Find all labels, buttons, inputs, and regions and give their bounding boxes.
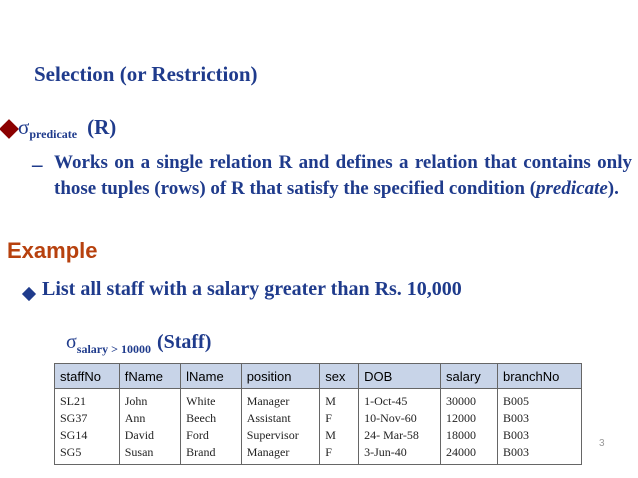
table-cell: 10-Nov-60 <box>359 410 441 427</box>
expression-subscript: salary > 10000 <box>76 342 151 356</box>
table-cell: B003 <box>497 427 581 444</box>
table-cell: 3-Jun-40 <box>359 444 441 465</box>
table-cell: 30000 <box>441 389 498 411</box>
diamond-bullet-icon <box>0 119 19 139</box>
table-row <box>55 410 582 427</box>
table-cell: F <box>320 444 359 465</box>
table-cell: B005 <box>497 389 581 411</box>
table-cell: 24000 <box>441 444 498 465</box>
header-fname: fName <box>119 364 180 389</box>
example-item: List all staff with a salary greater than Rs. 10,000 <box>42 278 462 300</box>
sigma-symbol: σ <box>66 331 77 353</box>
table-cell: M <box>320 427 359 444</box>
description-text: Works on a single relation R and defines a relation that contains only those tuples (rows) of R that satisfy the specified condition ( <box>54 152 632 199</box>
header-dob: DOB <box>359 364 441 389</box>
header-branchno: branchNo <box>497 364 581 389</box>
description-end: ). <box>607 178 619 199</box>
table-cell: Susan <box>119 444 180 465</box>
sigma-symbol: σ <box>18 115 30 139</box>
header-salary: salary <box>441 364 498 389</box>
table-cell: B003 <box>497 410 581 427</box>
table-cell: SL21 <box>55 389 120 411</box>
table-cell: Beech <box>181 410 242 427</box>
table-cell: Manager <box>241 389 320 411</box>
page-number: 3 <box>599 438 605 449</box>
table-cell: Brand <box>181 444 242 465</box>
header-sex: sex <box>320 364 359 389</box>
table-cell: Manager <box>241 444 320 465</box>
table-cell: White <box>181 389 242 411</box>
table-cell: SG37 <box>55 410 120 427</box>
table-cell: John <box>119 389 180 411</box>
staff-table <box>54 363 582 465</box>
table-cell: 1-Oct-45 <box>359 389 441 411</box>
header-position: position <box>241 364 320 389</box>
staff-table-container <box>54 363 582 475</box>
table-cell: Ann <box>119 410 180 427</box>
table-cell: 24- Mar-58 <box>359 427 441 444</box>
header-staffno: staffNo <box>55 364 120 389</box>
slide-title: Selection (or Restriction) <box>34 62 258 86</box>
table-cell: 12000 <box>441 410 498 427</box>
description-dash: – <box>32 152 43 176</box>
table-row <box>55 444 582 465</box>
expression-argument: (Staff) <box>156 331 212 353</box>
sigma-subscript: predicate <box>29 127 78 141</box>
header-lname: lName <box>181 364 242 389</box>
sigma-argument: (R) <box>87 115 117 139</box>
table-cell: B003 <box>497 444 581 465</box>
selection-description <box>54 150 632 202</box>
table-cell: 18000 <box>441 427 498 444</box>
table-cell: David <box>119 427 180 444</box>
table-cell: SG5 <box>55 444 120 465</box>
table-cell: SG14 <box>55 427 120 444</box>
example-heading: Example <box>7 238 98 263</box>
diamond-bullet-icon <box>22 287 36 301</box>
description-emphasis: predicate <box>536 178 608 199</box>
table-cell: Ford <box>181 427 242 444</box>
table-cell: F <box>320 410 359 427</box>
example-expression <box>66 331 211 357</box>
table-header-row <box>55 364 582 389</box>
table-cell: M <box>320 389 359 411</box>
table-row <box>55 389 582 411</box>
table-row <box>55 427 582 444</box>
selection-notation <box>18 115 116 142</box>
table-cell: Assistant <box>241 410 320 427</box>
table-cell: Supervisor <box>241 427 320 444</box>
